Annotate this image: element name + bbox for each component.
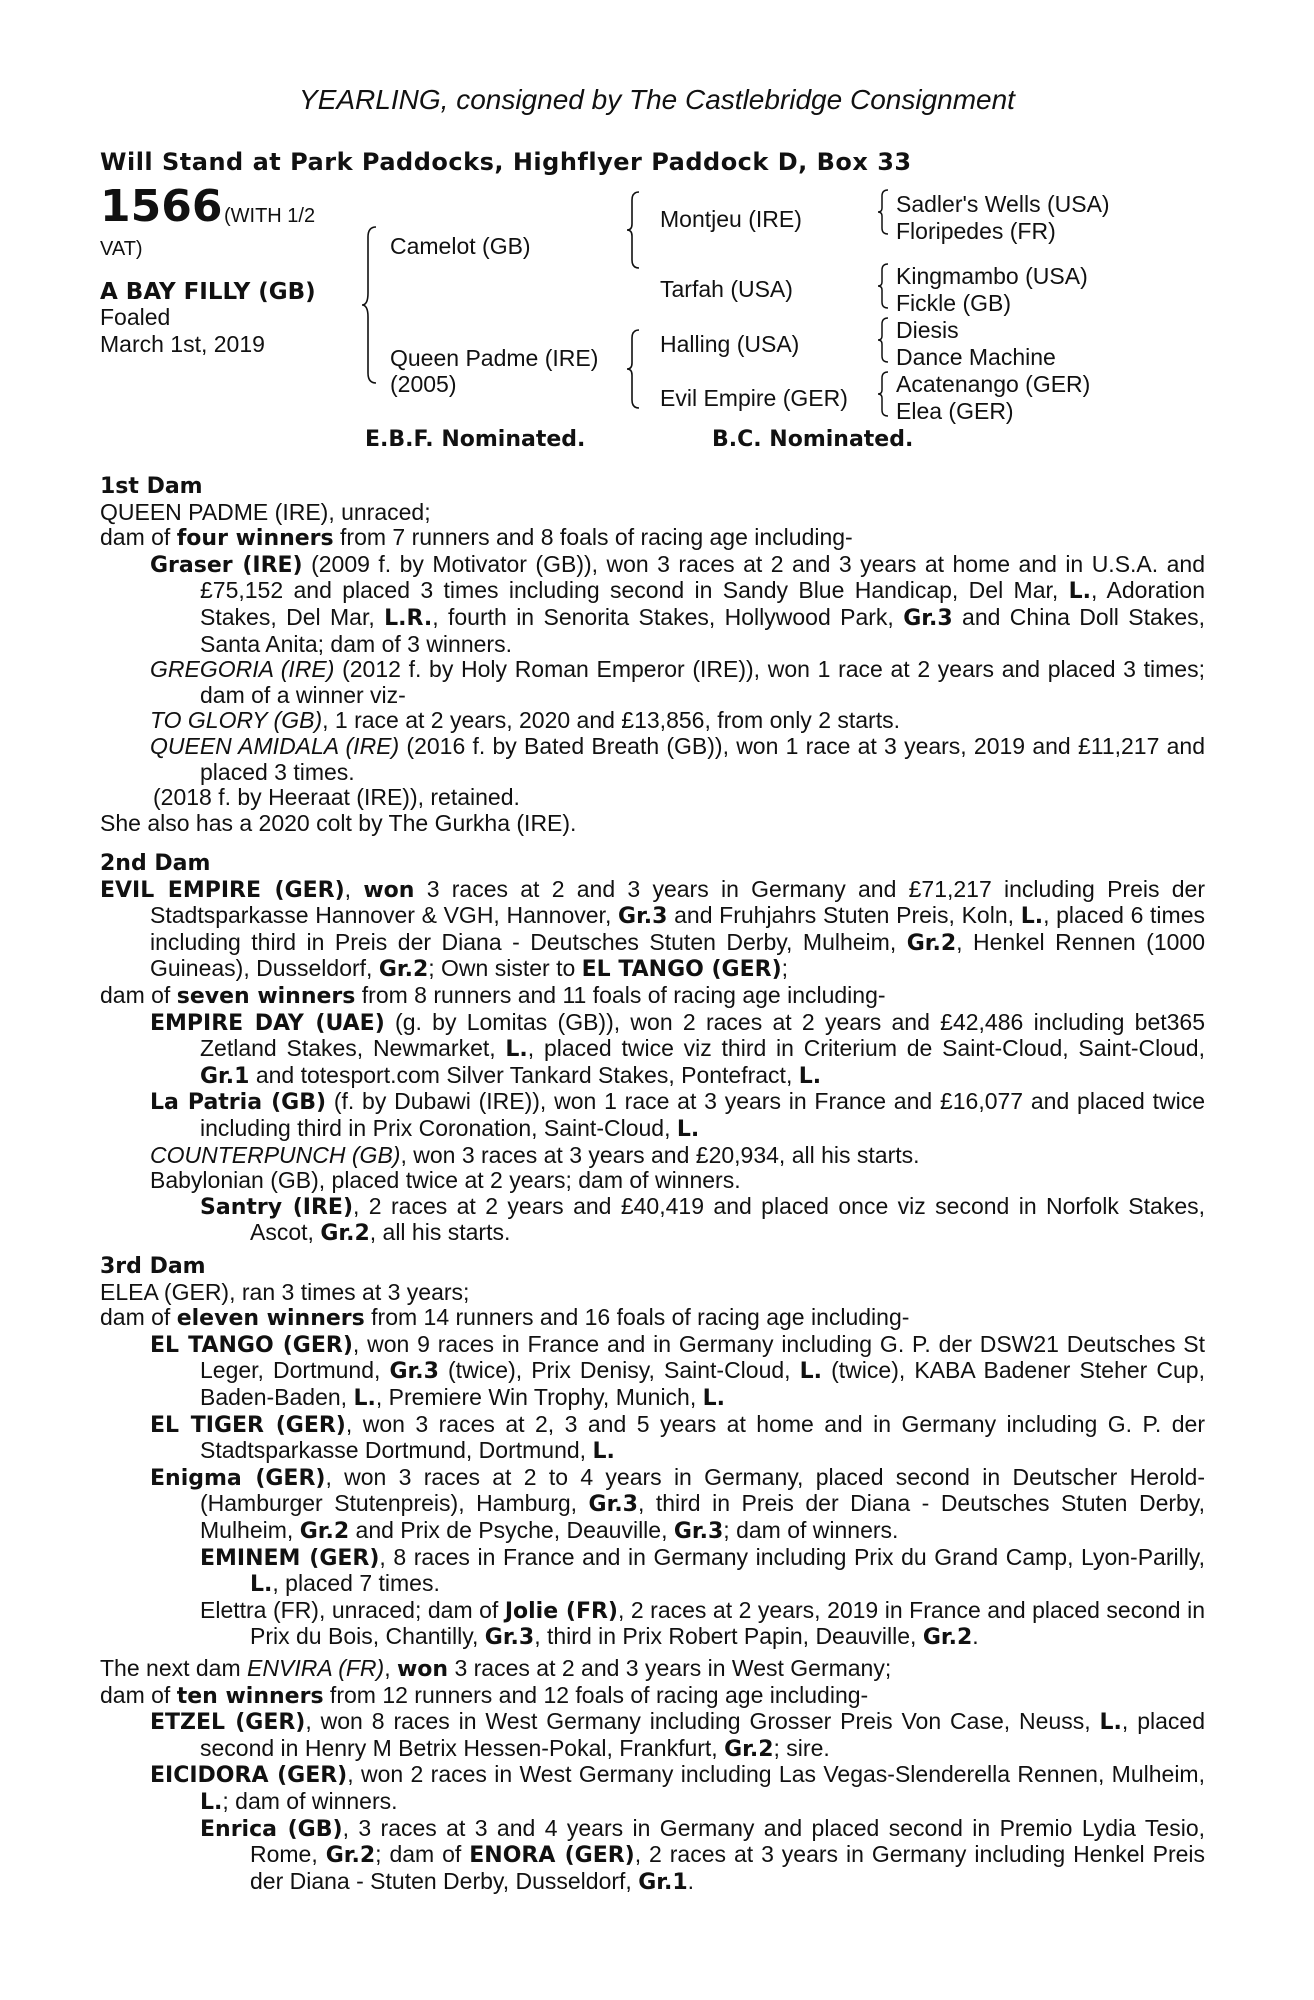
pedigree-dam-dam: Evil Empire (GER) bbox=[660, 385, 848, 411]
grand-progeny-entry: Elettra (FR), unraced; dam of Jolie (FR), 2 races at 2 years, 2019 in France and placed second in Prix du Bois, Chantilly, Gr.3, third in Prix Robert Papin, Deauville, Gr.2. bbox=[200, 1596, 1205, 1651]
pedigree-brace-ss bbox=[876, 188, 892, 236]
pedigree-dsd: Dance Machine bbox=[896, 344, 1056, 370]
progeny-entry: QUEEN AMIDALA (IRE) (2016 f. by Bated Breath (GB)), won 1 race at 3 years, 2019 and £11,217 and placed 3 times. bbox=[150, 732, 1205, 785]
pedigree-dam-sire: Halling (USA) bbox=[660, 331, 800, 357]
dam-description: EVIL EMPIRE (GER), won 3 races at 2 and 3 years in Germany and £71,217 including Preis der Stadtsparkasse Hannover & VGH, Hannover, Gr.3 and Fruhjahrs Stuten Preis, Koln, L., placed 6 times including third in Preis der Diana - Deutsches Stuten Derby, Mulheim, Gr.2, Henkel Rennen (1000 Guineas), Dusseldorf, Gr.2; Own sister to EL TANGO (GER); bbox=[100, 875, 1205, 983]
section-heading: 2nd Dam bbox=[100, 851, 211, 876]
progeny-entry: EL TIGER (GER), won 3 races at 2, 3 and 5 years at home and in Germany including G. P. der Stadtsparkasse Dortmund, Dortmund, L. bbox=[150, 1410, 1205, 1465]
dam-of-line: dam of ten winners from 12 runners and 12 foals of racing age including- bbox=[100, 1681, 869, 1709]
progeny-entry: TO GLORY (GB), 1 race at 2 years, 2020 and £13,856, from only 2 starts. bbox=[150, 707, 900, 734]
dam-description: The next dam ENVIRA (FR), won 3 races at 2 and 3 years in West Germany; bbox=[100, 1655, 892, 1682]
foaled-label: Foaled bbox=[100, 304, 171, 330]
dam-of-line: dam of four winners from 7 runners and 8 foals of racing age including- bbox=[100, 524, 853, 552]
pedigree-dam: Queen Padme (IRE) bbox=[390, 345, 599, 371]
second-dam-section bbox=[100, 851, 1205, 1247]
progeny-entry: (2018 f. by Heeraat (IRE)), retained. bbox=[153, 784, 520, 811]
pedigree-dss: Diesis bbox=[896, 317, 959, 343]
pedigree-sire-sire: Montjeu (IRE) bbox=[660, 206, 802, 232]
foaled-date: March 1st, 2019 bbox=[100, 331, 265, 357]
pedigree-brace-dam bbox=[625, 328, 643, 410]
progeny-entry: COUNTERPUNCH (GB), won 3 races at 3 years and £20,934, all his starts. bbox=[150, 1141, 920, 1168]
pedigree-brace-main bbox=[360, 225, 382, 385]
grand-progeny-entry: Santry (IRE), 2 races at 2 years and £40,419 and placed once viz second in Norfolk Stakes, Ascot, Gr.2, all his starts. bbox=[200, 1192, 1205, 1247]
progeny-entry: Enigma (GER), won 3 races at 2 to 4 years in Germany, placed second in Deutscher Herold-(Hamburger Stutenpreis), Hamburg, Gr.3, third in Preis der Diana - Deutsches Stuten Derby, Mulheim, Gr.2 and Prix de Psyche, Deauville, Gr.3; dam of winners. bbox=[150, 1463, 1205, 1544]
dam-description: ELEA (GER), ran 3 times at 3 years; bbox=[100, 1278, 470, 1305]
section-heading: 3rd Dam bbox=[100, 1254, 206, 1279]
pedigree-dam-year: (2005) bbox=[390, 371, 457, 397]
progeny-entry: La Patria (GB) (f. by Dubawi (IRE)), won 1 race at 3 years in France and £16,077 and placed twice including third in Prix Coronation, Saint-Cloud, L. bbox=[150, 1088, 1205, 1142]
pedigree-sss: Sadler's Wells (USA) bbox=[896, 191, 1110, 217]
dam-of-line: dam of eleven winners from 14 runners and 16 foals of racing age including- bbox=[100, 1304, 910, 1332]
progeny-entry: EMPIRE DAY (UAE) (g. by Lomitas (GB)), won 2 races at 2 years and £42,486 including bet365 Zetland Stakes, Newmarket, L., placed twice viz third in Criterium de Saint-Cloud, Saint-Cloud, Gr.1 and totesport.com Silver Tankard Stakes, Pontefract, L. bbox=[150, 1008, 1205, 1089]
pedigree-brace-sire bbox=[625, 190, 643, 270]
consignor-line: YEARLING, consigned by The Castlebridge Consignment bbox=[299, 84, 1015, 115]
progeny-entry: Babylonian (GB), placed twice at 2 years; dam of winners. bbox=[150, 1167, 741, 1194]
progeny-entry: Graser (IRE) (2009 f. by Motivator (GB)), won 3 races at 2 and 3 years at home and in U.S.A. and £75,152 and placed 3 times including second in Sandy Blue Handicap, Del Mar, L., Adoration Stakes, Del Mar, L.R., fourth in Senorita Stakes, Hollywood Park, Gr.3 and China Doll Stakes, Santa Anita; dam of 3 winners. bbox=[150, 550, 1206, 657]
lot-number: 1566 bbox=[100, 181, 223, 232]
pedigree-brace-ds bbox=[876, 316, 892, 364]
lot-title: A BAY FILLY (GB) bbox=[100, 279, 316, 305]
bc-nominated: B.C. Nominated. bbox=[712, 427, 914, 452]
also-line: She also has a 2020 colt by The Gurkha (IRE). bbox=[100, 809, 577, 836]
pedigree-sire-dam: Tarfah (USA) bbox=[660, 276, 793, 302]
pedigree-sds: Kingmambo (USA) bbox=[896, 263, 1088, 289]
pedigree-brace-dd bbox=[876, 370, 892, 418]
grand-progeny-entry: Enrica (GB), 3 races at 3 and 4 years in Germany and placed second in Premio Lydia Tesio, Rome, Gr.2; dam of ENORA (GER), 2 races at 3 years in Germany including Henkel Preis der Diana - Stuten Derby, Dusseldorf, Gr.1. bbox=[200, 1814, 1206, 1895]
pedigree-dds: Acatenango (GER) bbox=[896, 371, 1091, 397]
pedigree-sire: Camelot (GB) bbox=[390, 233, 531, 259]
third-dam-section bbox=[100, 1254, 1205, 1651]
pedigree-ssd: Floripedes (FR) bbox=[896, 218, 1056, 244]
grand-progeny-entry: EMINEM (GER), 8 races in France and in Germany including Prix du Grand Camp, Lyon-Parilly, L., placed 7 times. bbox=[200, 1543, 1205, 1598]
section-heading: 1st Dam bbox=[100, 474, 203, 499]
dam-of-line: dam of seven winners from 8 runners and 11 foals of racing age including- bbox=[100, 981, 886, 1009]
dam-description: QUEEN PADME (IRE), unraced; bbox=[100, 498, 431, 525]
pedigree-sdd: Fickle (GB) bbox=[896, 290, 1011, 316]
progeny-entry: ETZEL (GER), won 8 races in West Germany including Grosser Preis Von Case, Neuss, L., placed second in Henry M Betrix Hessen-Pokal, Frankfurt, Gr.2; sire. bbox=[150, 1708, 1205, 1762]
vat-note-a: (WITH 1/2 bbox=[224, 205, 316, 227]
vat-note-b: VAT) bbox=[100, 238, 143, 260]
first-dam-section bbox=[100, 474, 1205, 836]
pedigree-brace-sd bbox=[876, 262, 892, 310]
stand-location: Will Stand at Park Paddocks, Highflyer Paddock D, Box 33 bbox=[100, 148, 912, 176]
progeny-entry: GREGORIA (IRE) (2012 f. by Holy Roman Emperor (IRE)), won 1 race at 2 years and placed 3 times; dam of a winner viz- bbox=[150, 656, 1205, 708]
progeny-entry: EL TANGO (GER), won 9 races in France and in Germany including G. P. der DSW21 Deutsches St Leger, Dortmund, Gr.3 (twice), Prix Denisy, Saint-Cloud, L. (twice), KABA Badener Steher Cup, Baden-Baden, L., Premiere Win Trophy, Munich, L. bbox=[150, 1330, 1206, 1411]
pedigree-ddd: Elea (GER) bbox=[896, 398, 1014, 424]
next-dam-section bbox=[100, 1656, 1205, 1895]
ebf-nominated: E.B.F. Nominated. bbox=[365, 427, 586, 452]
progeny-entry: EICIDORA (GER), won 2 races in West Germany including Las Vegas-Slenderella Rennen, Mulheim, L.; dam of winners. bbox=[150, 1761, 1205, 1815]
